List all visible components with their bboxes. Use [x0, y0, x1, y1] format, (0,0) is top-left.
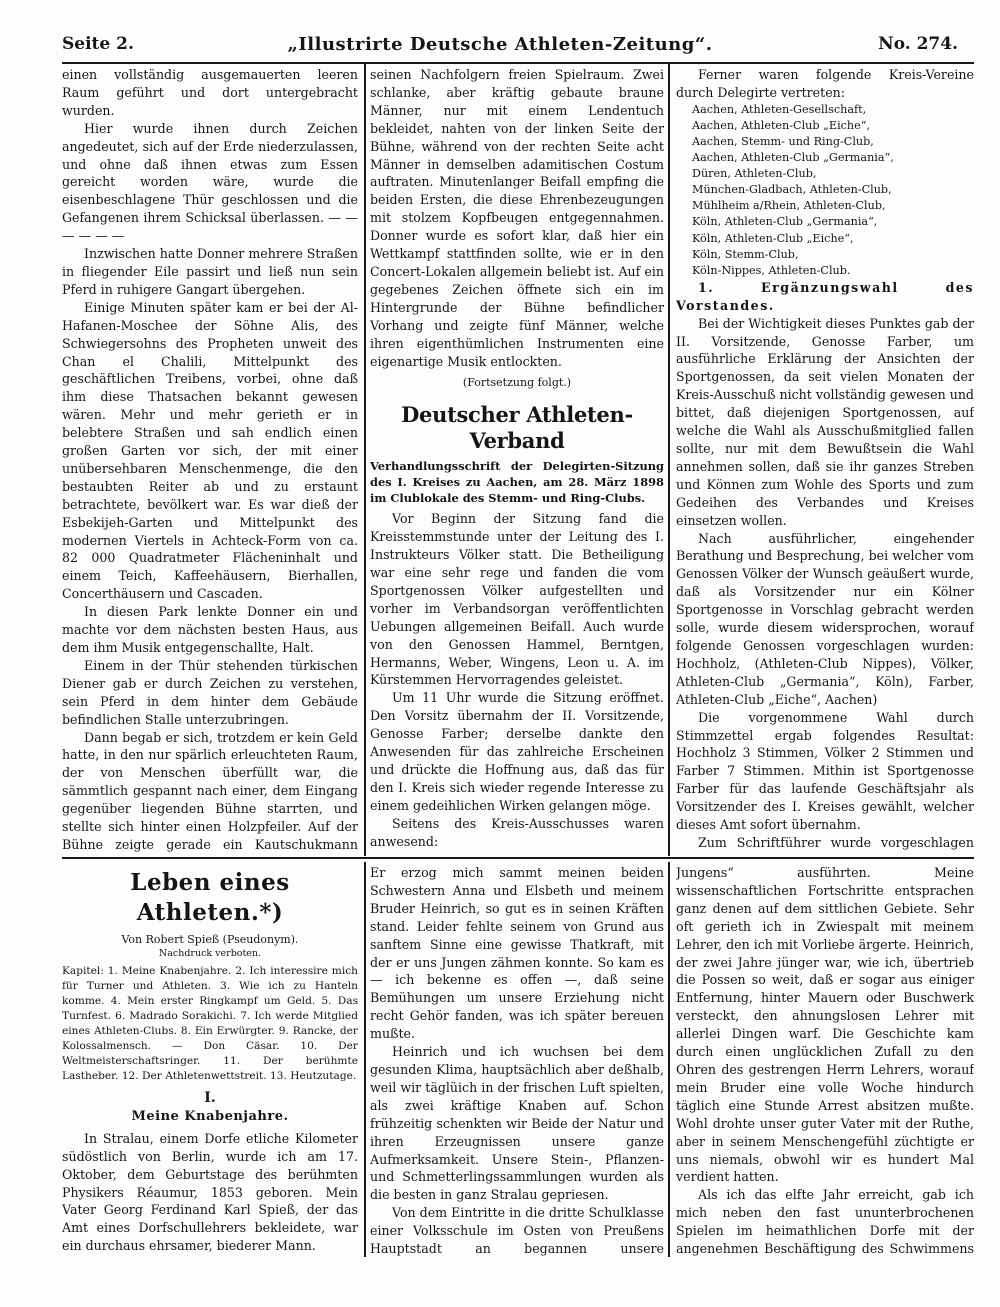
list-item: Köln, Athleten-Club „Germania“,: [692, 215, 878, 229]
paragraph: In Stralau, einem Dorfe etliche Kilometer südöstlich von Berlin, wurde ich am 17. Oktober, dem Geburtstage des berühmten Physikers Réaumur, 1853 geboren. Mein Vater Georg Ferdinand Karl Spieß, der das Amt eines Dorfschullehrers bekleidete, war ein durchaus ehrsamer, biederer Mann.: [62, 1130, 358, 1254]
paragraph: Von dem Eintritte in die dritte Schulklasse einer Volksschule im Osten von Preußens Hauptstadt an begannen unsere: [370, 1205, 664, 1256]
paragraph: Bei der Wichtigkeit dieses Punktes gab der II. Vorsitzende, Genosse Farber, um ausführliche Erklärung der Ansichten der Sportgenossen, da seit vielen Monaten der Kreis-Ausschuß nicht vollständig gewesen und bittet, daß diejenigen Sportgenossen, auf welche die Wahl als Ausschußmitglied fallen sollte, nur mit dem Bewußtsein die Wahl annehmen sollen, daß sie ihr ganzes Streben und Können zum Wohle des Sports und zum Gedeihen des Verbandes und Kreises einsetzen wollen.: [676, 315, 974, 528]
paragraph: Inzwischen hatte Donner mehrere Straßen in fliegender Eile passirt und ließ nun sein Pferd in ruhigere Gangart übergehen.: [62, 246, 358, 297]
paragraph: Heinrich und ich wuchsen bei dem gesunden Klima, hauptsächlich aber deßhalb, weil wir täglüich in der frischen Luft spielten, als zwei kräftige Knaben auf. Schon frühzeitig schenkten wir Beide der Natur und ihren Erzeugnissen unsere ganze Aufmerksamkeit. Unsere Stein-, Pflanzen- und Schmetterlingssammlungen wurden als die besten in ganz Stralau gepriesen.: [370, 1044, 664, 1203]
page-header: [0, 28, 1000, 60]
list-item: Mühlheim a/Rhein, Athleten-Club,: [692, 199, 886, 213]
header-rule: [62, 62, 974, 64]
reprint-note: Nachdruck verboten.: [158, 948, 262, 959]
article-title: Deutscher Athleten-Verband: [401, 402, 633, 454]
list-item: Aachen, Athleten-Club „Germania“,: [692, 151, 894, 165]
chapter-list: Kapitel: 1. Meine Knabenjahre. 2. Ich interessire mich für Turner und Athleten. 3. Wie ich zu Hanteln komme. 4. Mein erster Ringkampf um Geld. 5. Das Turnfest. 6. Madrado Sorakichi. 7. Ich werde Mitglied eines Athleten-Clubs. 8. Ein Erwürgter. 9. Rancke, der Kolossalmensch. — Don Cäsar. 10. Der Weltmeisterschaftsringer. 11. Der berühmte Lastheber. 12. Der Athletenwettstreit. 13. Heutzutage.: [62, 965, 358, 1082]
chapter-title: Meine Knabenjahre.: [131, 1108, 289, 1124]
paragraph: Als ich das elfte Jahr erreicht, gab ich mich neben den fast ununterbrochenen Spielen im heimathlichen Dorfe mit der angenehmen Beschäftigung des Schwimmens: [676, 1187, 974, 1256]
paragraph: Nach ausführlicher, eingehender Berathung und Besprechung, bei welcher vom Genossen Völker der Wunsch geäußert wurde, daß als Vorsitzender nur ein Kölner Sportgenosse in Vorschlag gebracht werden solle, wurde diesem widersprochen, worauf folgende Genossen vorgeschlagen wurden: Hochholz, (Athleten-Club Nippes), Völker, Athleten-Club „Germania“, Köln), Farber, Athleten-Club „Eiche“, Aachen): [676, 530, 974, 707]
paragraph: Dann begab er sich, trotzdem er kein Geld hatte, in den nur spärlich erleuchteten Raum, der von Menschen überfüllt war, die sämmtlich gespannt nach einer, dem Eingang gegenüber liegenden Bühne starrten, und stellte sich hinter einen Holzpfeiler. Auf der Bühne zeigte gerade ein Kautschukmann: [62, 729, 358, 852]
column-rule-3: [364, 862, 366, 1257]
section-heading: 1. Ergänzungswahl des Vorstandes.: [676, 279, 974, 313]
column-rule-1: [364, 64, 366, 856]
paragraph: Jungens“ ausführten. Meine wissenschaftlichen Fortschritte entsprachen ganz denen auf dem sittlichen Gebiete. Sehr oft gerieth ich in Zwiespalt mit meinem Lehrer, den ich mit Vorliebe ärgerte. Heinrich, der zwei Jahre jünger war, wie ich, übertrieb die Possen so weit, daß er sogar aus einiger Entfernung, hinter Mauern oder Buschwerk versteckt, den ahnungslosen Lehrer mit allerlei Dingen warf. Die Geschichte kam durch einen unglücklichen Zufall zu den Ohren des gestrengen Herrn Lehrers, worauf mein Bruder eine volle Woche hindurch täglich eine Stunde Arrest absitzen mußte. Wohl drohte unser guter Vater mit der Ruthe, aber in seinem Menschengefühl züchtigte er uns niemals, obwohl wir es hundert Mal verdient hatten.: [676, 865, 974, 1185]
paragraph: Einige Minuten später kam er bei der Al-Hafanen-Moschee der Söhne Alis, des Schwiegersohns des Propheten unweit des Chan el Chalili, Mittelpunkt des geschäftlichen Treibens, vorbei, ohne daß ihm diese Thatsachen bekannt gewesen wären. Mehr und mehr gerieth er in belebtere Straßen und sah endlich einen großen Garten vor sich, der mit einer unübersehbaren Menschenmenge, die den bestaubten Reiter ab und zu erstaunt betrachtete, bevölkert war. Es war dieß der Esbekijeh-Garten und Mittelpunkt des modernen Viertels in Achteck-Form von ca. 82 000 Quadratmeter Flächeninhalt und einem Teich, Kaffeehäusern, Bierhallen, Concerthäusern und Cascaden.: [62, 299, 358, 602]
paragraph: Seitens des Kreis-Ausschusses waren anwesend:: [370, 815, 664, 849]
paragraph: Die vorgenommene Wahl durch Stimmzettel ergab folgendes Resultat: Hochholz 3 Stimmen, Völker 2 Stimmen und Farber 7 Stimmen. Mithin ist Sportgenosse Farber für das laufende Geschäftsjahr als Vorsitzender des I. Kreises gewählt, welcher dieses Amt sofort übernahm.: [676, 709, 974, 833]
column-1: [62, 66, 358, 854]
page-number: Seite 2.: [62, 34, 134, 54]
paragraph: seinen Nachfolgern freien Spielraum. Zwei schlanke, aber kräftig gebaute braune Männer, nur mit einem Lendentuch bekleidet, nahten von der linken Seite der Bühne, während von der rechten Seite acht Männer in demselben adamitischen Costum auftraten. Minutenlanger Beifall empfing die beiden Ersten, die diese Ehrenbezeugungen mit stolzem Kopfbeugen entgegennahmen. Donner wurde es sofort klar, daß hier ein Wettkampf stattfinden sollte, wie er in den Concert-Lokalen allgemein beliebt ist. Auf ein gegebenes Zeichen öffnete sich ein im Hintergrunde der Bühne befindlicher Vorhang und zeigte fünf Männer, welche ihren eigenthümlichen Instrumenten eine eigenartige Musik entlockten.: [370, 67, 664, 369]
paragraph: Hier wurde ihnen durch Zeichen angedeutet, sich auf der Erde niederzulassen, und ohne daß ihnen etwas zum Essen gereicht worden wäre, wurde die eisenbeschlagene Thür geschlossen und die Gefangenen ihrem Schicksal überlassen. — — — — — —: [62, 120, 358, 244]
paragraph: In diesen Park lenkte Donner ein und machte vor dem nächsten besten Haus, aus dem ihm Musik entgegenschallte, Halt.: [62, 604, 358, 655]
story-column-2: [370, 864, 664, 1256]
list-item: Aachen, Stemm- und Ring-Club,: [692, 135, 874, 148]
column-3: [676, 66, 974, 854]
list-item: Aachen, Athleten-Club „Eiche“,: [692, 118, 871, 132]
paragraph: Um 11 Uhr wurde die Sitzung eröffnet. Den Vorsitz übernahm der II. Vorsitzende, Genosse Farber; derselbe dankte den Anwesenden für das zahlreiche Erscheinen und drückte die Hoffnung aus, daß das für den I. Kreis sich wieder regende Interesse zu einem gedeihlichen Wirken gelangen möge.: [370, 690, 664, 813]
article-subtitle: Verhandlungsschrift der Delegirten-Sitzung des I. Kreises zu Aachen, am 28. März 1898 im Clublokale des Stemm- und Ring-Clubs.: [370, 459, 664, 506]
story-byline: Von Robert Spieß (Pseudonym).: [121, 933, 299, 946]
column-rule-4: [668, 862, 670, 1257]
journal-title: „Illustrirte Deutsche Athleten-Zeitung“.: [287, 34, 713, 55]
paragraph: Ferner waren folgende Kreis-Vereine durch Delegirte vertreten:: [676, 67, 974, 100]
continued-note: (Fortsetzung folgt.): [462, 376, 572, 390]
club-list: [676, 102, 974, 279]
paragraph: einen vollständig ausgemauerten leeren Raum geführt und dort untergebracht wurden.: [62, 67, 358, 118]
paragraph: Einem in der Thür stehenden türkischen Diener gab er durch Zeichen zu verstehen, sein Pferd in dem hinter dem Gebäude befindlichen Stalle unterzubringen.: [62, 657, 358, 727]
list-item: München-Gladbach, Athleten-Club,: [692, 183, 892, 197]
list-item: Köln-Nippes, Athleten-Club.: [692, 263, 851, 277]
list-item: Düren, Athleten-Club,: [692, 167, 817, 181]
list-item: Köln, Athleten-Club „Eiche“,: [692, 231, 854, 245]
column-2: [370, 66, 664, 854]
paragraph: Zum Schriftführer wurde vorgeschlagen: [698, 834, 974, 850]
chapter-number: I.: [204, 1090, 216, 1106]
story-title: Leben eines Athleten.*): [130, 869, 290, 926]
list-item: Köln, Stemm-Club,: [692, 247, 799, 261]
column-rule-2: [668, 64, 670, 856]
story-column-1: [62, 864, 358, 1256]
issue-number: No. 274.: [878, 34, 958, 54]
story-column-3: [676, 864, 974, 1256]
paragraph: Er erzog mich sammt meinen beiden Schwestern Anna und Elsbeth und meinem Bruder Heinrich, so gut es in seinen Kräften stand. Leider fehlte seinem von Grund aus sanftem Sinne eine gewisse Thatkraft, mit der er uns Jungen zähmen konnte. So kam es — ich bekenne es offen —, daß seine Bemühungen um unsere Erziehung nicht recht Gehör fanden, was ich später bereuen mußte.: [370, 865, 664, 1042]
section-rule: [62, 857, 974, 859]
list-item: Aachen, Athleten-Gesellschaft,: [692, 102, 867, 116]
paragraph: Vor Beginn der Sitzung fand die Kreisstemmstunde unter der Leitung des I. Instrukteurs Völker statt. Die Betheiligung war eine sehr rege und fanden die vom Sportgenossen Völker aufgestellten und vorher im Verbandsorgan veröffentlichten Uebungen allgemeinen Beifall. Auch wurde von den Genossen Hammel, Berntgen, Hermanns, Weber, Wingens, Leon u. A. im Kürstemmen Hervorragendes geleistet.: [370, 511, 664, 688]
